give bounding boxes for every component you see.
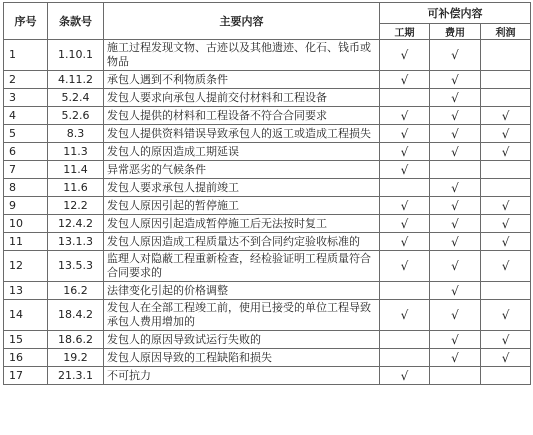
row-cost-check: √ [430,107,481,125]
table-row [4,215,531,233]
table-row [4,197,531,215]
table-row [4,107,531,125]
row-cost-check: √ [430,331,481,349]
row-content: 不可抗力 [104,367,380,385]
row-index: 15 [4,331,48,349]
row-duration-check: √ [380,40,430,71]
table-row [4,282,531,300]
row-duration-check: √ [380,215,430,233]
row-index: 3 [4,89,48,107]
row-profit-check [481,40,531,71]
table-row [4,349,531,367]
row-content: 发包人原因导致的工程缺陷和损失 [104,349,380,367]
row-content: 发包人要求承包人提前竣工 [104,179,380,197]
row-content: 法律变化引起的价格调整 [104,282,380,300]
row-content: 承包人遇到不利物质条件 [104,71,380,89]
table-row [4,367,531,385]
row-profit-check [481,367,531,385]
row-content: 发包人提供资料错误导致承包人的返工或造成工程损失 [104,125,380,143]
row-index: 10 [4,215,48,233]
row-duration-check [380,331,430,349]
row-cost-check: √ [430,197,481,215]
table-row [4,89,531,107]
header-content: 主要内容 [104,3,380,40]
header-compensable: 可补偿内容 [380,3,531,24]
row-clause: 16.2 [48,282,104,300]
row-index: 9 [4,197,48,215]
row-profit-check: √ [481,331,531,349]
row-index: 16 [4,349,48,367]
row-index: 17 [4,367,48,385]
row-clause: 18.4.2 [48,300,104,331]
row-profit-check [481,179,531,197]
row-duration-check: √ [380,251,430,282]
row-index: 4 [4,107,48,125]
row-cost-check: √ [430,89,481,107]
row-clause: 11.4 [48,161,104,179]
row-cost-check: √ [430,125,481,143]
table-row [4,331,531,349]
row-profit-check: √ [481,349,531,367]
row-cost-check: √ [430,71,481,89]
row-profit-check [481,89,531,107]
row-content: 发包人要求向承包人提前交付材料和工程设备 [104,89,380,107]
row-cost-check: √ [430,40,481,71]
row-cost-check: √ [430,300,481,331]
row-duration-check [380,179,430,197]
table-row [4,40,531,71]
row-cost-check: √ [430,251,481,282]
table-row [4,233,531,251]
row-cost-check: √ [430,349,481,367]
row-profit-check: √ [481,251,531,282]
row-cost-check [430,161,481,179]
compensation-table [3,2,531,385]
row-profit-check: √ [481,143,531,161]
row-duration-check: √ [380,107,430,125]
row-duration-check: √ [380,125,430,143]
row-content: 异常恶劣的气候条件 [104,161,380,179]
row-index: 7 [4,161,48,179]
row-clause: 13.5.3 [48,251,104,282]
row-content: 发包人原因引起造成暂停施工后无法按时复工 [104,215,380,233]
row-duration-check: √ [380,197,430,215]
row-duration-check [380,349,430,367]
row-cost-check: √ [430,233,481,251]
row-profit-check: √ [481,233,531,251]
row-duration-check [380,89,430,107]
row-clause: 21.3.1 [48,367,104,385]
row-clause: 11.6 [48,179,104,197]
table-row [4,161,531,179]
row-duration-check: √ [380,367,430,385]
row-duration-check: √ [380,161,430,179]
row-index: 1 [4,40,48,71]
table-row [4,251,531,282]
row-duration-check: √ [380,143,430,161]
row-index: 8 [4,179,48,197]
row-profit-check [481,71,531,89]
table-row [4,300,531,331]
row-cost-check: √ [430,215,481,233]
row-duration-check: √ [380,300,430,331]
row-index: 5 [4,125,48,143]
row-index: 13 [4,282,48,300]
header-index: 序号 [4,3,48,40]
header-clause: 条款号 [48,3,104,40]
table-row [4,125,531,143]
row-clause: 18.6.2 [48,331,104,349]
row-clause: 11.3 [48,143,104,161]
row-content: 施工过程发现文物、古迹以及其他遗迹、化石、钱币或物品 [104,40,380,71]
table-row [4,179,531,197]
row-clause: 4.11.2 [48,71,104,89]
row-cost-check: √ [430,282,481,300]
row-clause: 5.2.4 [48,89,104,107]
row-clause: 12.4.2 [48,215,104,233]
row-index: 11 [4,233,48,251]
row-profit-check: √ [481,197,531,215]
row-clause: 19.2 [48,349,104,367]
row-clause: 5.2.6 [48,107,104,125]
row-index: 14 [4,300,48,331]
row-content: 监理人对隐蔽工程重新检查，经检验证明工程质量符合合同要求的 [104,251,380,282]
row-duration-check [380,282,430,300]
table-body [4,40,531,385]
row-content: 发包人提供的材料和工程设备不符合合同要求 [104,107,380,125]
row-clause: 12.2 [48,197,104,215]
row-profit-check [481,282,531,300]
row-index: 6 [4,143,48,161]
row-profit-check: √ [481,300,531,331]
row-index: 12 [4,251,48,282]
row-index: 2 [4,71,48,89]
row-profit-check [481,161,531,179]
row-cost-check [430,367,481,385]
header-duration: 工期 [380,24,430,40]
row-clause: 13.1.3 [48,233,104,251]
row-cost-check: √ [430,179,481,197]
row-cost-check: √ [430,143,481,161]
row-profit-check: √ [481,215,531,233]
table-row [4,143,531,161]
header-profit: 利润 [481,24,531,40]
row-content: 发包人的原因导致试运行失败的 [104,331,380,349]
row-profit-check: √ [481,107,531,125]
row-content: 发包人原因引起的暂停施工 [104,197,380,215]
row-duration-check: √ [380,71,430,89]
row-clause: 1.10.1 [48,40,104,71]
table-row [4,71,531,89]
header-cost: 费用 [430,24,481,40]
row-clause: 8.3 [48,125,104,143]
row-duration-check: √ [380,233,430,251]
row-profit-check: √ [481,125,531,143]
row-content: 发包人的原因造成工期延误 [104,143,380,161]
row-content: 发包人在全部工程竣工前，使用已接受的单位工程导致承包人费用增加的 [104,300,380,331]
row-content: 发包人原因造成工程质量达不到合同约定验收标准的 [104,233,380,251]
